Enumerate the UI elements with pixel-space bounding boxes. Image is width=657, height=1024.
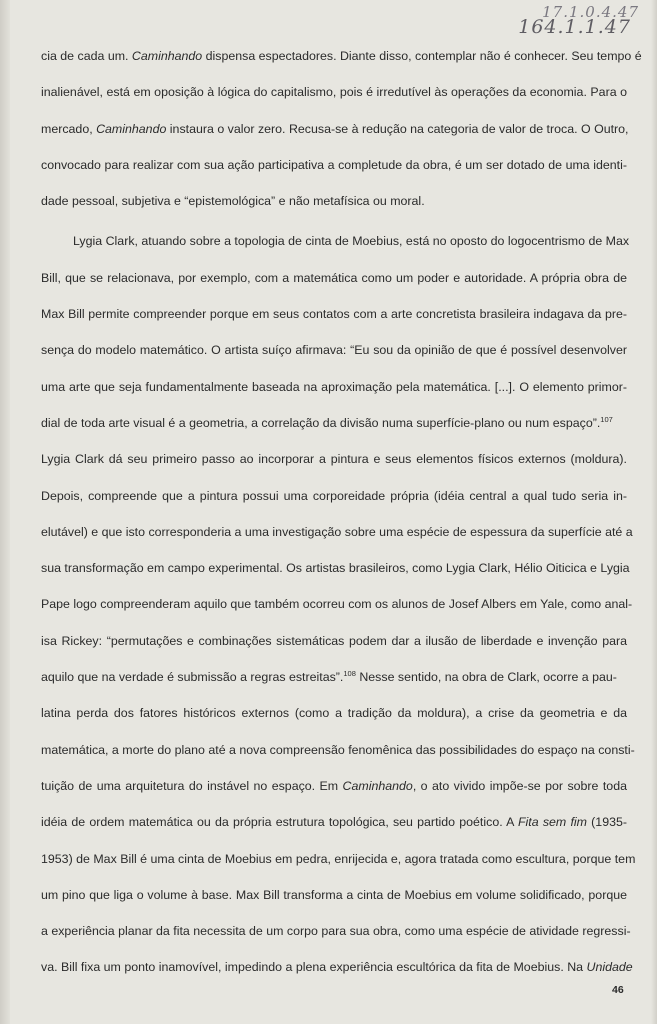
text-line: cia de cada um. Caminhando dispensa espectadores. Diante disso, contemplar não é conhecer. Seu tempo é — [41, 49, 642, 63]
footnote-ref-108[interactable]: 108 — [343, 668, 356, 678]
body-text — [41, 38, 642, 986]
footnote-ref-107[interactable]: 107 — [600, 414, 613, 424]
page-left-edge — [0, 0, 10, 1024]
page-right-edge — [651, 0, 657, 1024]
text-line: elutável) e que isto corresponderia a uma investigação sobre uma espécie de espessura da superfície até a — [41, 524, 633, 539]
text-line: latina perda dos fatores históricos externos (como a tradição da moldura), a crise da geometria e da — [41, 706, 627, 721]
text-line: sença do modelo matemático. O artista suíço afirmava: “Eu sou da opinião de que é possível desenvolver — [41, 343, 627, 358]
text-line: inalienável, está em oposição à lógica do capitalismo, pois é irredutível às operações da economia. Para o — [41, 85, 627, 100]
text-line: a experiência planar da fita necessita de um corpo para sua obra, como uma espécie de atividade regressi- — [41, 924, 631, 939]
text-segment: Nesse sentido, na obra de Clark, ocorre a pau- — [355, 670, 617, 685]
page-number: 46 — [612, 984, 624, 996]
annotation-line-1: 17.1.0.4.47 — [542, 3, 639, 21]
text-line: tuição de uma arquitetura do instável no espaço. Em Caminhando, o ato vivido impõe-se por sobre toda — [41, 778, 627, 793]
handwritten-annotation — [518, 3, 641, 39]
text-line: Bill, que se relacionava, por exemplo, com a matemática como um poder e autoridade. A própria obra de — [41, 270, 627, 285]
text-line — [41, 659, 627, 695]
text-segment: aquilo que na verdade é submissão a regras estreitas”. — [41, 670, 344, 685]
text-line: va. Bill fixa um ponto inamovível, impedindo a plena experiência escultórica da fita de Moebius. Na Unidade — [41, 960, 633, 975]
paragraph-2 — [41, 223, 636, 985]
text-segment: dial de toda arte visual é a geometria, a correlação da divisão numa superfície-plano ou num espaço”. — [41, 415, 601, 430]
text-line: sua transformação em campo experimental. Os artistas brasileiros, como Lygia Clark, Hélio Oiticica e Lygia — [41, 561, 630, 576]
text-line: dade pessoal, subjetiva e “epistemológica” e não metafísica ou moral. — [41, 194, 425, 209]
text-line: Lygia Clark, atuando sobre a topologia de cinta de Moebius, está no oposto do logocentrismo de Max — [73, 234, 630, 249]
text-line: Lygia Clark dá seu primeiro passo ao incorporar a pintura e seus elementos físicos externos (moldura). — [41, 452, 627, 467]
text-line: convocado para realizar com sua ação participativa a completude da obra, é um ser dotado de uma identi- — [41, 157, 627, 172]
text-line: isa Rickey: “permutações e combinações sistemáticas podem dar a ilusão de liberdade e invenção para — [41, 633, 627, 648]
text-line — [41, 405, 627, 441]
text-line: Depois, compreende que a pintura possui uma corporeidade própria (idéia central a qual tudo seria in- — [41, 488, 627, 503]
text-line: 1953) de Max Bill é uma cinta de Moebius em pedra, enrijecida e, agora tratada como escultura, porque tem — [41, 851, 636, 866]
text-line: matemática, a morte do plano até a nova compreensão fenomênica das possibilidades do espaço na consti- — [41, 742, 635, 757]
paragraph-1 — [41, 38, 642, 219]
text-line: um pino que liga o volume à base. Max Bill transforma a cinta de Moebius em volume solidificado, porque — [41, 887, 627, 902]
annotation-line-2: 164.1.1.47 — [518, 16, 631, 38]
text-line: Pape logo compreenderam aquilo que também ocorreu com os alunos de Josef Albers em Yale, como anal- — [41, 597, 633, 612]
text-line: mercado, Caminhando instaura o valor zero. Recusa-se à redução na categoria de valor de troca. O Outro, — [41, 121, 629, 136]
text-line: uma arte que seja fundamentalmente baseada na aproximação pela matemática. [...]. O elemento primor- — [41, 379, 627, 394]
text-line: idéia de ordem matemática ou da própria estrutura topológica, seu partido poético. A Fita sem fim (1935- — [41, 815, 627, 830]
text-line: Max Bill permite compreender porque em seus contatos com a arte concretista brasileira indagava da pre- — [41, 307, 627, 322]
